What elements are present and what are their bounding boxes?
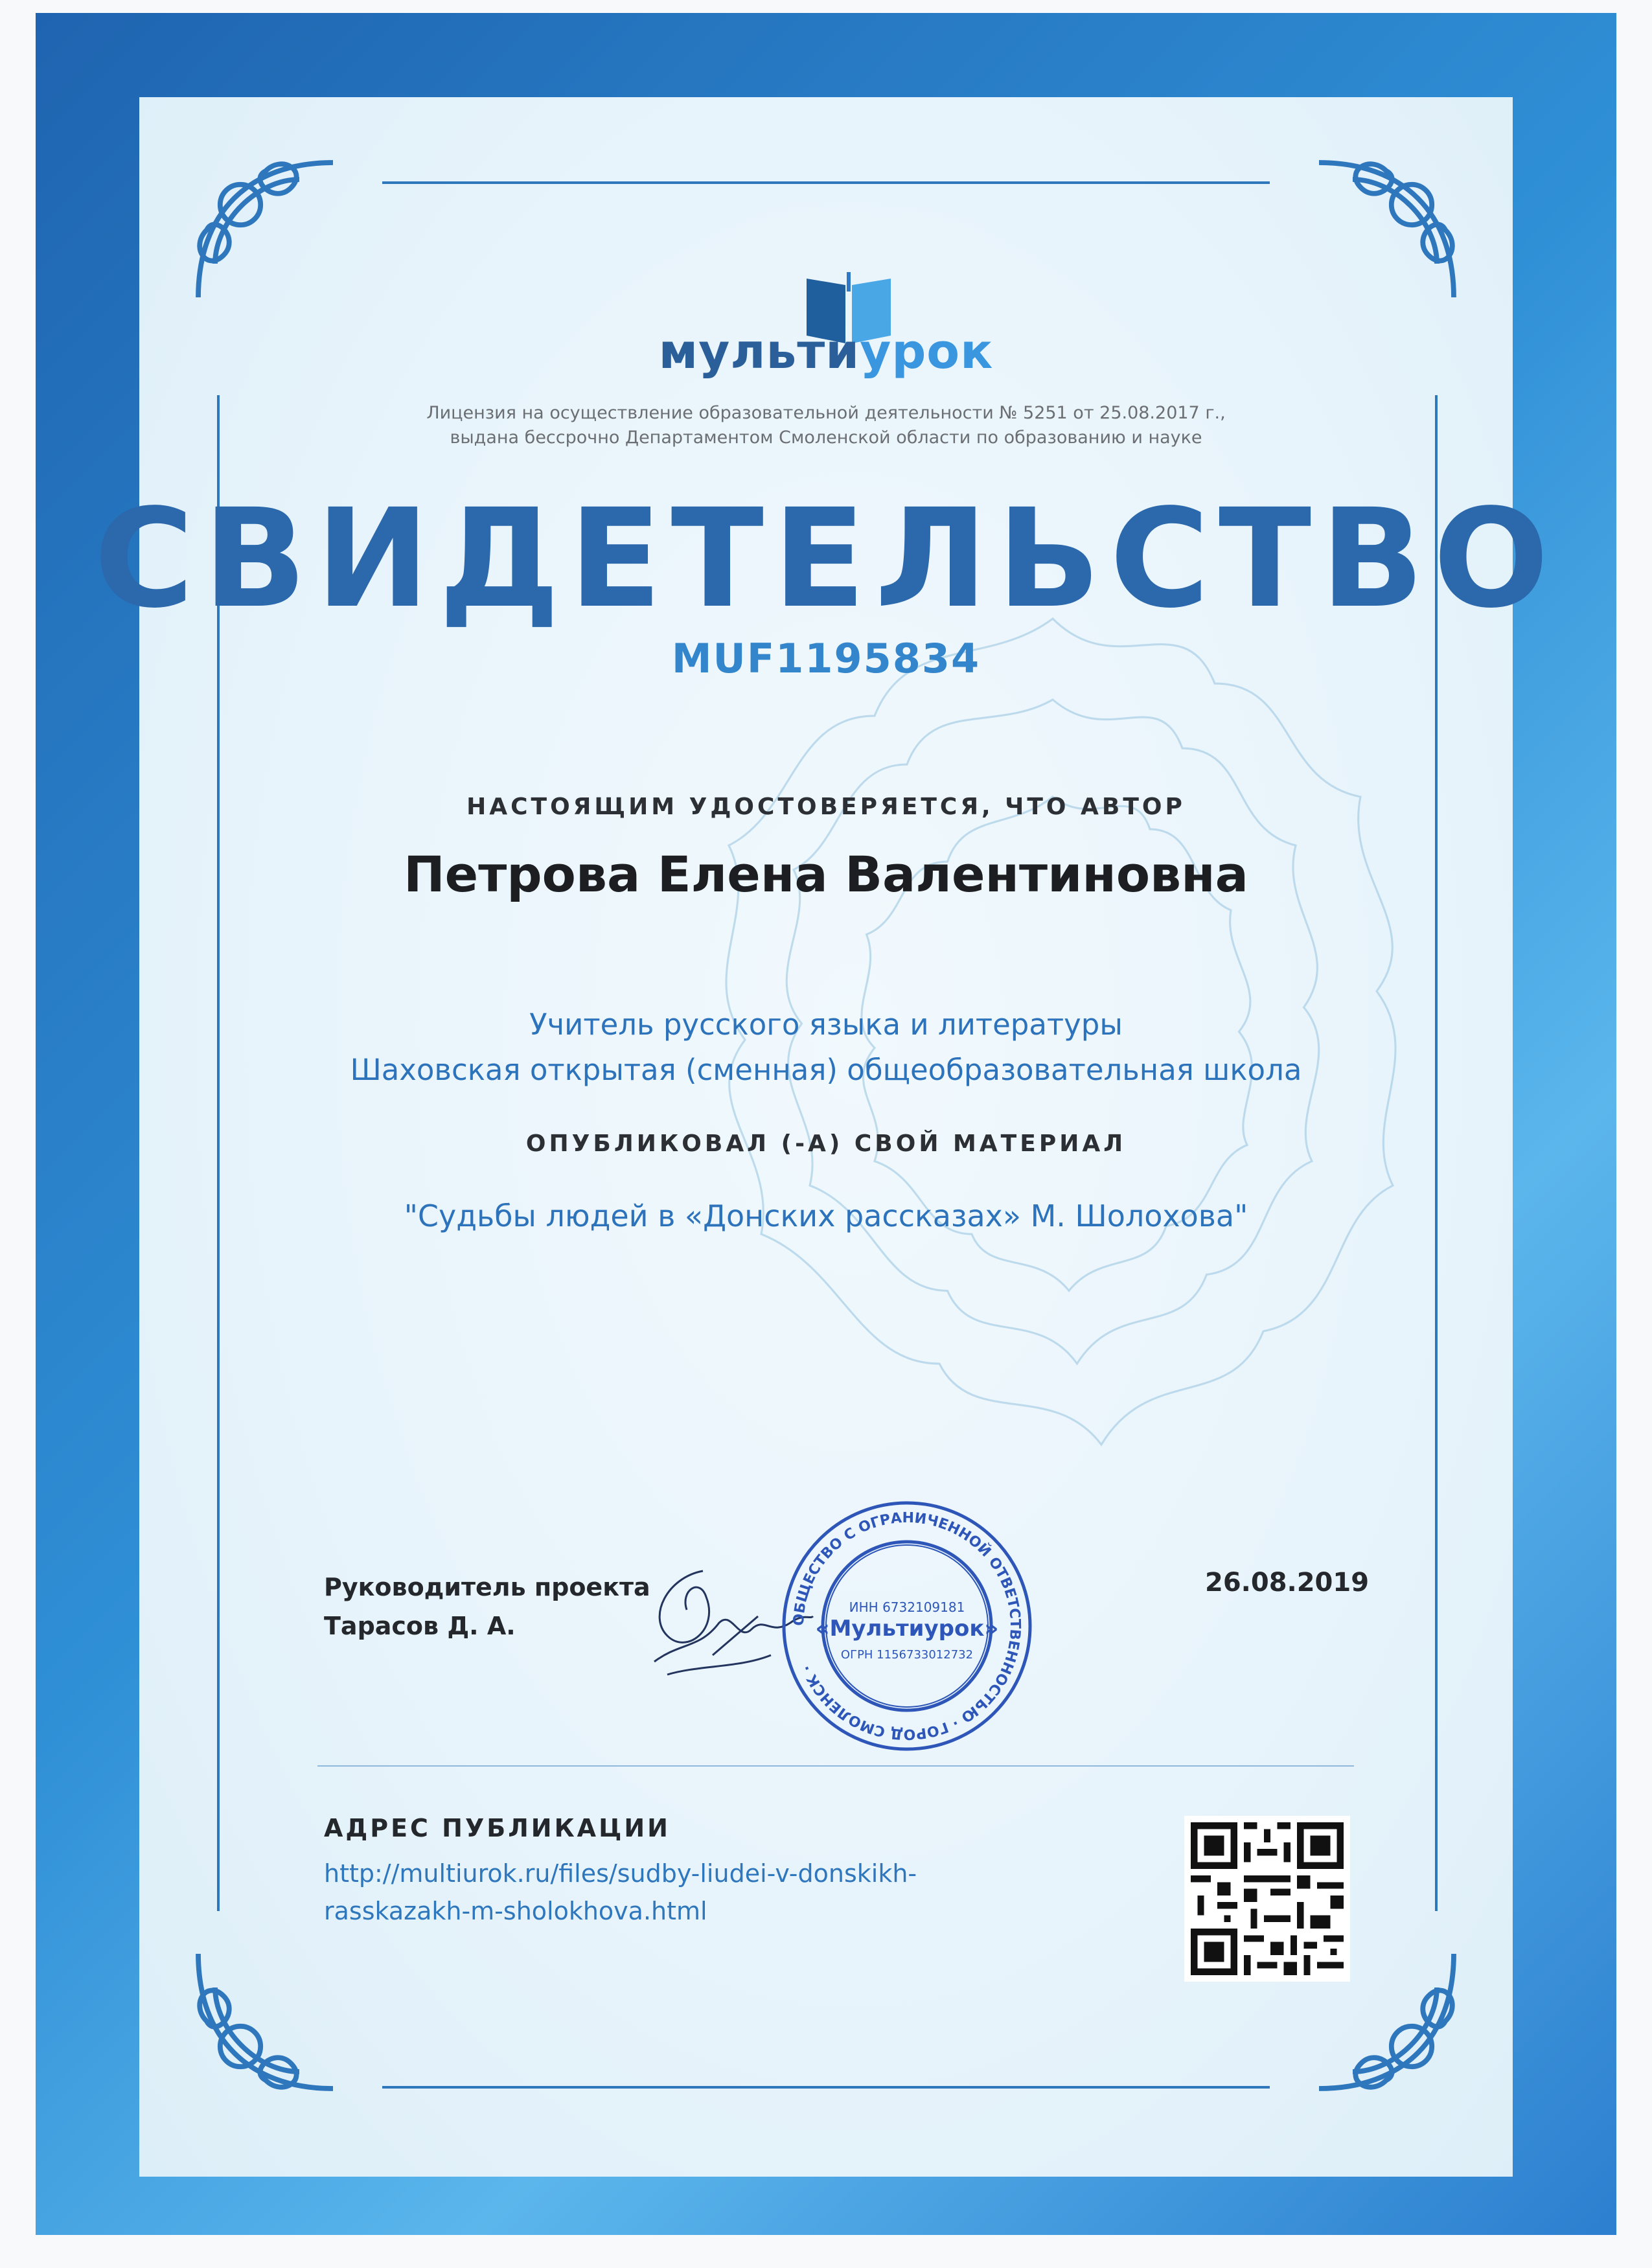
author-position: Учитель русского языка и литературы xyxy=(529,1007,1123,1042)
qr-code-icon[interactable] xyxy=(1184,1816,1350,1982)
bottom-rule xyxy=(382,2086,1270,2089)
license-line-2: выдана бессрочно Департаментом Смоленской области по образованию и науке xyxy=(450,428,1202,448)
corner-ornament-icon xyxy=(181,1937,350,2105)
certificate-id: MUF1195834 xyxy=(671,635,981,682)
license-line-1: Лицензия на осуществление образовательной деятельности № 5251 от 25.08.2017 г., xyxy=(426,403,1226,423)
corner-ornament-icon xyxy=(181,146,350,314)
author-school: Шаховская открытая (сменная) общеобразовательная школа xyxy=(350,1053,1302,1087)
signatory-role: Руководитель проекта xyxy=(324,1573,650,1601)
material-title: "Судьбы людей в «Донских рассказах» М. Шолохова" xyxy=(404,1198,1248,1233)
stamp-center-text: «Мультиурок» xyxy=(815,1616,999,1642)
top-rule xyxy=(382,181,1270,184)
stamp-inn: ИНН 6732109181 xyxy=(849,1599,965,1615)
publication-label: АДРЕС ПУБЛИКАЦИИ xyxy=(324,1814,671,1842)
brand-suffix: урок xyxy=(860,324,994,380)
brand-prefix: мульти xyxy=(658,324,860,380)
divider-rule xyxy=(317,1765,1354,1767)
signatory-name: Тарасов Д. А. xyxy=(324,1612,516,1640)
publication-url-line-1[interactable]: http://multiurok.ru/files/sudby-liudei-v-donskikh- xyxy=(324,1859,917,1888)
corner-ornament-icon xyxy=(1302,146,1471,314)
published-line: ОПУБЛИКОВАЛ (-А) СВОЙ МАТЕРИАЛ xyxy=(525,1130,1127,1157)
stamp-ring-text: ОБЩЕСТВО С ОГРАНИЧЕННОЙ ОТВЕТСТВЕННОСТЬЮ · ГОРОД СМОЛЕНСК · xyxy=(790,1509,1024,1743)
certificate-title: СВИДЕТЕЛЬСТВО xyxy=(94,479,1558,638)
author-name: Петрова Елена Валентиновна xyxy=(404,845,1248,903)
brand-name xyxy=(0,324,1652,380)
signatory-block xyxy=(324,1568,650,1645)
issue-date: 26.08.2019 xyxy=(1205,1568,1370,1598)
certifies-line: НАСТОЯЩИМ УДОСТОВЕРЯЕТСЯ, ЧТО АВТОР xyxy=(466,794,1186,820)
publication-url-line-2[interactable]: rasskazakh-m-sholokhova.html xyxy=(324,1897,707,1925)
stamp-ogrn: ОГРН 1156733012732 xyxy=(840,1648,974,1662)
company-stamp xyxy=(777,1496,1037,1756)
